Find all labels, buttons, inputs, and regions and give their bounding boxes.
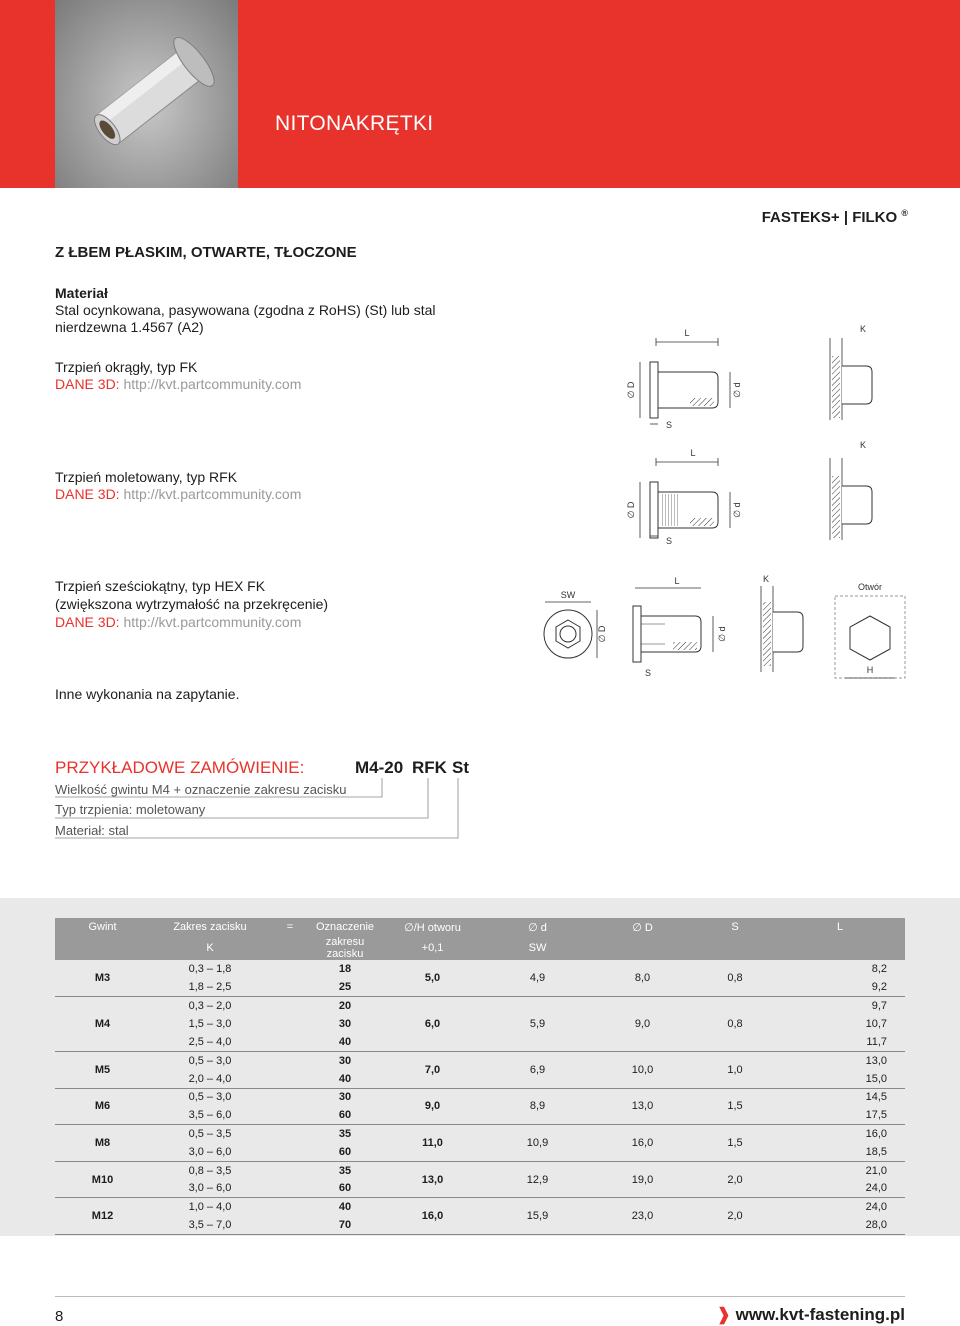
- table-cell: 1,0 – 4,0: [188, 1201, 232, 1214]
- label-L: L: [690, 448, 696, 458]
- table-cell: [270, 1051, 310, 1069]
- table-cell: 3,0 – 6,0: [150, 1143, 270, 1161]
- table-cell: 0,5 – 3,0: [188, 1054, 232, 1067]
- table-row: [55, 960, 905, 978]
- column-header: Zakres zacisku: [150, 918, 270, 936]
- variant-hex-note: (zwiększona wytrzymałość na przekręcenie): [55, 596, 329, 612]
- spec-table-panel: [0, 898, 960, 1236]
- table-row: [55, 1198, 905, 1216]
- table-cell: 0,8: [695, 960, 775, 997]
- table-cell: 8,0: [590, 960, 695, 997]
- table-cell: [270, 1088, 310, 1106]
- column-header-sub: [775, 936, 905, 960]
- column-header-sub: [695, 936, 775, 960]
- label-H: H: [866, 665, 874, 675]
- table-cell: 2,0: [695, 1198, 775, 1235]
- table-cell: 1,5 – 3,0: [188, 1018, 232, 1031]
- drawing-fk: [620, 320, 880, 430]
- column-header: S: [695, 918, 775, 936]
- table-cell: M10: [55, 1161, 150, 1198]
- table-cell: 0,3 – 1,8: [188, 963, 232, 976]
- variant-fk-title: Trzpień okrągły, typ FK: [55, 359, 198, 375]
- column-header: Gwint: [55, 918, 150, 936]
- table-cell: 25: [310, 978, 380, 996]
- table-cell: [270, 960, 310, 978]
- column-header-sub: SW: [485, 936, 590, 960]
- label-L: L: [684, 328, 690, 338]
- table-cell: 8,9: [485, 1088, 590, 1125]
- label-S: S: [666, 420, 673, 430]
- table-cell: [270, 1125, 310, 1143]
- column-header: ∅ d: [485, 918, 590, 936]
- table-cell: 40: [310, 1033, 380, 1051]
- table-cell: 4,9: [485, 960, 590, 997]
- label-S: S: [645, 668, 652, 678]
- table-cell: 8,2: [871, 963, 887, 976]
- table-cell: 15,0: [775, 1070, 905, 1088]
- table-cell: 1,5: [695, 1125, 775, 1162]
- label-otwor: Otwór: [857, 582, 883, 592]
- table-cell: 13,0: [590, 1088, 695, 1125]
- table-cell: 16,0: [380, 1198, 485, 1235]
- table-cell: 3,0 – 6,0: [150, 1180, 270, 1198]
- table-cell: M3: [55, 960, 150, 997]
- table-cell: 2,0 – 4,0: [150, 1070, 270, 1088]
- table-cell: 70: [310, 1216, 380, 1234]
- table-cell: 20: [338, 999, 352, 1012]
- table-cell: [270, 1143, 310, 1161]
- table-cell: 5,0: [380, 960, 485, 997]
- material-text-1: Stal ocynkowana, pasywowana (zgodna z RoHS) (St) lub stal: [55, 302, 436, 318]
- table-cell: [270, 1033, 310, 1051]
- table-cell: 24,0: [775, 1180, 905, 1198]
- header-banner: [0, 0, 960, 188]
- table-cell: 2,5 – 4,0: [150, 1033, 270, 1051]
- table-cell: 3,5 – 7,0: [150, 1216, 270, 1234]
- material-label: Materiał: [55, 285, 108, 301]
- table-cell: 10,7: [865, 1018, 887, 1031]
- table-cell: 0,5 – 3,0: [188, 1091, 232, 1104]
- table-cell: 9,7: [871, 999, 887, 1012]
- table-cell: 60: [310, 1106, 380, 1124]
- label-d: ∅ d: [732, 382, 742, 398]
- table-cell: 35: [338, 1128, 352, 1141]
- table-cell: 40: [338, 1201, 352, 1214]
- column-header-sub: [270, 936, 310, 960]
- table-cell: M6: [55, 1088, 150, 1125]
- order-heading: PRZYKŁADOWE ZAMÓWIENIE:: [55, 758, 305, 777]
- table-cell: [270, 1106, 310, 1124]
- table-cell: 0,3 – 2,0: [188, 999, 232, 1012]
- table-header-row: [55, 918, 905, 936]
- variant-rfk-dane: DANE 3D: http://kvt.partcommunity.com: [55, 486, 302, 502]
- page-number: 8: [55, 1308, 64, 1325]
- column-header-sub: zakresu zacisku: [310, 936, 380, 960]
- footer-url[interactable]: ❱ www.kvt-fastening.pl: [716, 1305, 905, 1324]
- table-cell: 11,0: [380, 1125, 485, 1162]
- table-cell: M12: [55, 1198, 150, 1235]
- table-cell: 18,5: [775, 1143, 905, 1161]
- table-cell: [270, 1161, 310, 1179]
- label-K: K: [860, 324, 867, 334]
- table-cell: 10,0: [590, 1051, 695, 1088]
- table-cell: 6,0: [380, 997, 485, 1052]
- table-row: [55, 997, 905, 1015]
- dane-link[interactable]: http://kvt.partcommunity.com: [123, 376, 302, 392]
- table-row: [55, 1125, 905, 1143]
- table-cell: 30: [338, 1018, 352, 1031]
- table-cell: [270, 1070, 310, 1088]
- table-cell: 19,0: [590, 1161, 695, 1198]
- table-cell: 23,0: [590, 1198, 695, 1235]
- column-header-sub: [590, 936, 695, 960]
- table-cell: 1,5: [695, 1088, 775, 1125]
- table-cell: 0,8 – 3,5: [188, 1164, 232, 1177]
- table-cell: 60: [310, 1180, 380, 1198]
- label-D: ∅ D: [597, 625, 607, 643]
- table-cell: 40: [310, 1070, 380, 1088]
- table-cell: 9,2: [775, 978, 905, 996]
- table-cell: 14,5: [865, 1091, 887, 1104]
- table-cell: M5: [55, 1051, 150, 1088]
- rivet-nut-image: [55, 0, 238, 188]
- table-cell: M8: [55, 1125, 150, 1162]
- table-cell: 10,9: [485, 1125, 590, 1162]
- footer-divider: [55, 1296, 905, 1297]
- table-cell: 0,5 – 3,5: [188, 1128, 232, 1141]
- order-connector-lines: [55, 778, 465, 840]
- table-row: [55, 1088, 905, 1106]
- section-title: Z ŁBEM PŁASKIM, OTWARTE, TŁOCZONE: [55, 244, 357, 261]
- column-header: Oznaczenie: [310, 918, 380, 936]
- table-cell: 3,5 – 6,0: [150, 1106, 270, 1124]
- product-photo: [55, 0, 238, 188]
- table-header-row: [55, 936, 905, 960]
- order-explain-2: Typ trzpienia: moletowany: [55, 802, 206, 817]
- label-D: ∅ D: [626, 381, 636, 399]
- spec-table: [55, 918, 905, 1235]
- table-cell: M4: [55, 997, 150, 1052]
- drawing-rfk: [620, 440, 880, 550]
- order-code-size: M4-20: [355, 758, 404, 777]
- table-cell: 30: [338, 1054, 352, 1067]
- table-cell: 15,9: [485, 1198, 590, 1235]
- table-cell: 6,9: [485, 1051, 590, 1088]
- table-cell: 60: [310, 1143, 380, 1161]
- table-cell: [270, 1216, 310, 1234]
- order-explain-1: Wielkość gwintu M4 + oznaczenie zakresu zacisku: [55, 782, 347, 797]
- table-cell: 1,8 – 2,5: [150, 978, 270, 996]
- dane-link[interactable]: http://kvt.partcommunity.com: [123, 614, 302, 630]
- arrow-icon: ❱: [716, 1305, 731, 1324]
- column-header-sub: +0,1: [380, 936, 485, 960]
- label-D: ∅ D: [626, 501, 636, 519]
- table-cell: 21,0: [865, 1164, 887, 1177]
- page-title: NITONAKRĘTKI: [275, 112, 434, 135]
- table-cell: 16,0: [865, 1128, 887, 1141]
- material-text-2: nierdzewna 1.4567 (A2): [55, 319, 204, 335]
- label-d: ∅ d: [732, 502, 742, 518]
- order-explain-3: Materiał: stal: [55, 823, 129, 838]
- table-cell: 1,0: [695, 1051, 775, 1088]
- table-cell: 30: [338, 1091, 352, 1104]
- table-cell: [270, 1015, 310, 1033]
- table-cell: 12,9: [485, 1161, 590, 1198]
- table-cell: [270, 1180, 310, 1198]
- table-cell: 9,0: [590, 997, 695, 1052]
- column-header: ∅ D: [590, 918, 695, 936]
- label-SW: SW: [560, 590, 576, 600]
- table-cell: [270, 978, 310, 996]
- order-code-material: St: [452, 758, 469, 777]
- table-cell: [270, 997, 310, 1015]
- table-cell: 17,5: [775, 1106, 905, 1124]
- table-cell: 13,0: [380, 1161, 485, 1198]
- drawing-hex: [535, 572, 910, 687]
- column-header-sub: K: [150, 936, 270, 960]
- column-header: L: [775, 918, 905, 936]
- column-header-sub: [55, 936, 150, 960]
- column-header: ∅/H otworu: [380, 918, 485, 936]
- table-cell: 13,0: [865, 1054, 887, 1067]
- table-cell: 28,0: [775, 1216, 905, 1234]
- table-cell: 5,9: [485, 997, 590, 1052]
- label-K: K: [763, 574, 770, 584]
- dane-link[interactable]: http://kvt.partcommunity.com: [123, 486, 302, 502]
- table-cell: 16,0: [590, 1125, 695, 1162]
- order-code-type: RFK: [412, 758, 447, 777]
- variant-fk-dane: DANE 3D: http://kvt.partcommunity.com: [55, 376, 302, 392]
- other-versions: Inne wykonania na zapytanie.: [55, 686, 240, 702]
- column-header: =: [270, 918, 310, 936]
- variant-hex-title: Trzpień sześciokątny, typ HEX FK: [55, 578, 266, 594]
- variant-hex-dane: DANE 3D: http://kvt.partcommunity.com: [55, 614, 302, 630]
- label-S: S: [666, 536, 673, 546]
- label-L: L: [674, 576, 680, 586]
- label-d: ∅ d: [717, 626, 727, 642]
- variant-rfk-title: Trzpień moletowany, typ RFK: [55, 469, 238, 485]
- table-cell: 7,0: [380, 1051, 485, 1088]
- table-cell: [270, 1198, 310, 1216]
- table-row: [55, 1051, 905, 1069]
- brand-name: FASTEKS+ | FILKO ®: [761, 208, 908, 226]
- table-cell: 18: [338, 963, 352, 976]
- table-cell: 11,7: [775, 1033, 905, 1051]
- table-cell: 24,0: [865, 1201, 887, 1214]
- label-K: K: [860, 440, 867, 450]
- table-cell: 35: [338, 1164, 352, 1177]
- table-cell: 0,8: [695, 997, 775, 1052]
- table-row: [55, 1161, 905, 1179]
- table-cell: 9,0: [380, 1088, 485, 1125]
- table-cell: 2,0: [695, 1161, 775, 1198]
